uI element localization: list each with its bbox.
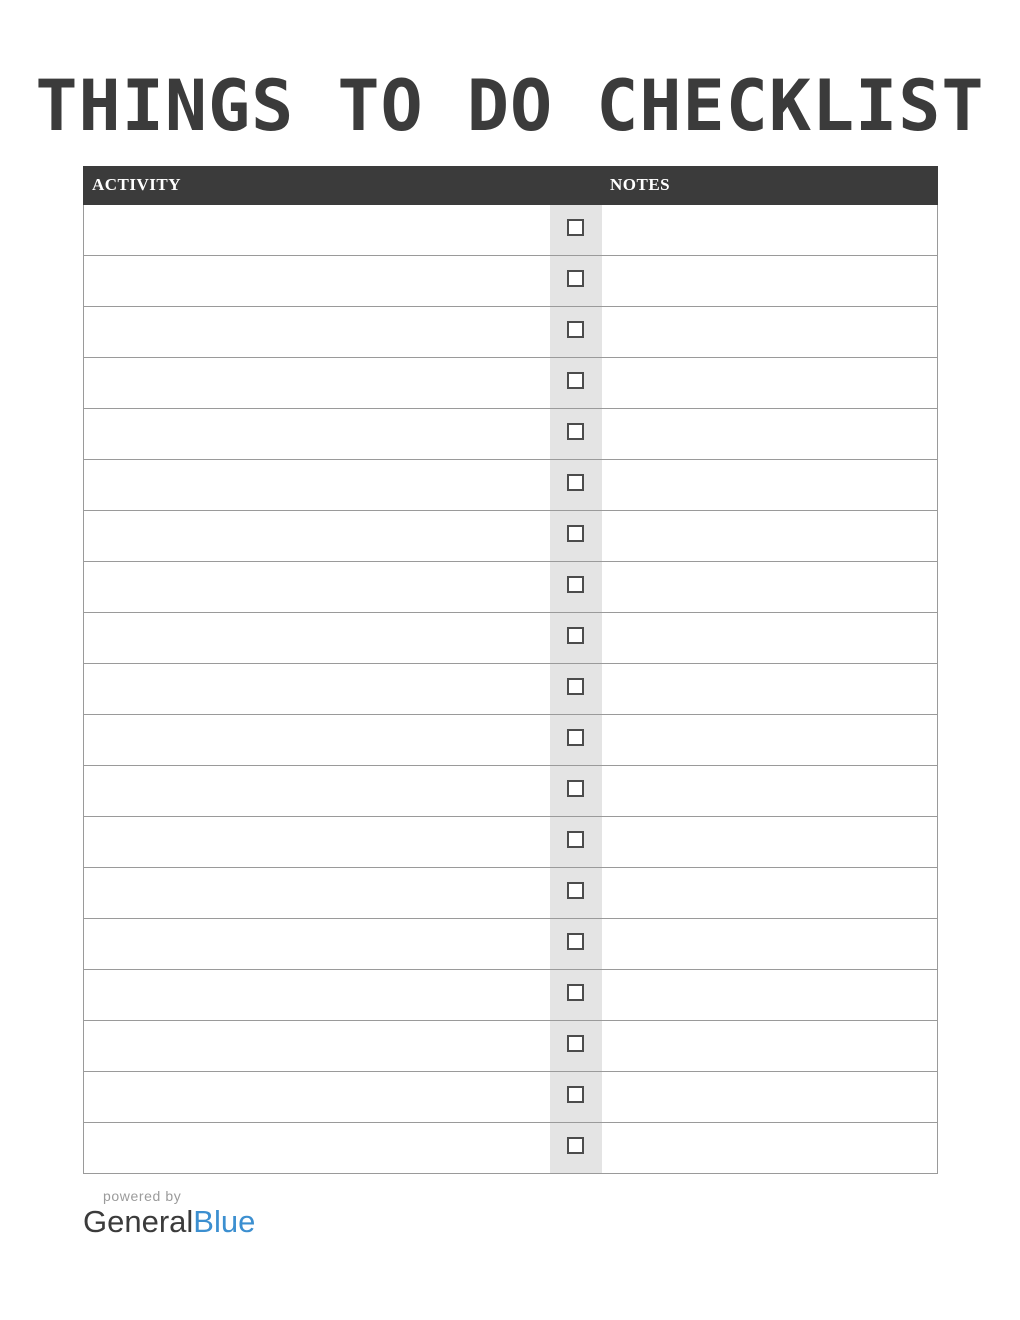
checkbox-cell[interactable] — [550, 765, 602, 816]
checkbox-cell[interactable] — [550, 510, 602, 561]
table-header — [84, 166, 938, 204]
activity-cell[interactable] — [84, 765, 550, 816]
table-row — [84, 1020, 938, 1071]
notes-cell[interactable] — [602, 357, 938, 408]
activity-cell[interactable] — [84, 561, 550, 612]
checkbox-cell[interactable] — [550, 1122, 602, 1173]
activity-cell[interactable] — [84, 663, 550, 714]
table-row — [84, 714, 938, 765]
checkbox-cell[interactable] — [550, 459, 602, 510]
column-header-activity: ACTIVITY — [84, 166, 550, 204]
checklist-table-container — [83, 166, 937, 1174]
checkbox-cell[interactable] — [550, 1020, 602, 1071]
checkbox-cell[interactable] — [550, 357, 602, 408]
checkbox-icon[interactable] — [567, 882, 584, 899]
activity-cell[interactable] — [84, 1122, 550, 1173]
checkbox-cell[interactable] — [550, 918, 602, 969]
checkbox-cell[interactable] — [550, 612, 602, 663]
table-row — [84, 765, 938, 816]
checkbox-cell[interactable] — [550, 867, 602, 918]
activity-cell[interactable] — [84, 918, 550, 969]
checkbox-icon[interactable] — [567, 729, 584, 746]
activity-cell[interactable] — [84, 510, 550, 561]
table-row — [84, 816, 938, 867]
checkbox-icon[interactable] — [567, 780, 584, 797]
notes-cell[interactable] — [602, 918, 938, 969]
checkbox-cell[interactable] — [550, 204, 602, 255]
activity-cell[interactable] — [84, 459, 550, 510]
notes-cell[interactable] — [602, 408, 938, 459]
checkbox-cell[interactable] — [550, 1071, 602, 1122]
checkbox-icon[interactable] — [567, 627, 584, 644]
table-row — [84, 255, 938, 306]
page-title: THINGS TO DO CHECKLIST — [35, 65, 985, 147]
table-row — [84, 1122, 938, 1173]
checkbox-icon[interactable] — [567, 576, 584, 593]
notes-cell[interactable] — [602, 204, 938, 255]
table-body — [84, 204, 938, 1173]
activity-cell[interactable] — [84, 714, 550, 765]
checkbox-icon[interactable] — [567, 984, 584, 1001]
activity-cell[interactable] — [84, 357, 550, 408]
powered-by-label: powered by — [103, 1188, 182, 1204]
notes-cell[interactable] — [602, 1020, 938, 1071]
table-row — [84, 459, 938, 510]
checkbox-cell[interactable] — [550, 561, 602, 612]
table-row — [84, 561, 938, 612]
activity-cell[interactable] — [84, 408, 550, 459]
checkbox-cell[interactable] — [550, 255, 602, 306]
notes-cell[interactable] — [602, 255, 938, 306]
table-row — [84, 510, 938, 561]
notes-cell[interactable] — [602, 663, 938, 714]
checkbox-icon[interactable] — [567, 678, 584, 695]
checkbox-icon[interactable] — [567, 525, 584, 542]
notes-cell[interactable] — [602, 459, 938, 510]
brand-logo — [83, 1205, 383, 1239]
table-row — [84, 1071, 938, 1122]
checkbox-icon[interactable] — [567, 831, 584, 848]
checkbox-icon[interactable] — [567, 1086, 584, 1103]
column-header-notes: NOTES — [602, 166, 938, 204]
column-header-checkbox — [550, 166, 602, 204]
notes-cell[interactable] — [602, 612, 938, 663]
activity-cell[interactable] — [84, 255, 550, 306]
checkbox-icon[interactable] — [567, 270, 584, 287]
checkbox-icon[interactable] — [567, 933, 584, 950]
activity-cell[interactable] — [84, 969, 550, 1020]
checkbox-icon[interactable] — [567, 219, 584, 236]
notes-cell[interactable] — [602, 867, 938, 918]
brand-name-first: General — [83, 1204, 194, 1239]
activity-cell[interactable] — [84, 867, 550, 918]
checkbox-cell[interactable] — [550, 969, 602, 1020]
activity-cell[interactable] — [84, 1071, 550, 1122]
checkbox-cell[interactable] — [550, 816, 602, 867]
table-row — [84, 867, 938, 918]
notes-cell[interactable] — [602, 306, 938, 357]
table-row — [84, 408, 938, 459]
footer-branding — [83, 1188, 383, 1239]
table-row — [84, 969, 938, 1020]
notes-cell[interactable] — [602, 969, 938, 1020]
activity-cell[interactable] — [84, 1020, 550, 1071]
checkbox-cell[interactable] — [550, 663, 602, 714]
table-row — [84, 918, 938, 969]
notes-cell[interactable] — [602, 816, 938, 867]
activity-cell[interactable] — [84, 816, 550, 867]
checkbox-cell[interactable] — [550, 408, 602, 459]
table-row — [84, 612, 938, 663]
checkbox-icon[interactable] — [567, 1035, 584, 1052]
notes-cell[interactable] — [602, 714, 938, 765]
notes-cell[interactable] — [602, 765, 938, 816]
table-row — [84, 204, 938, 255]
notes-cell[interactable] — [602, 561, 938, 612]
checklist-table — [83, 166, 938, 1174]
table-row — [84, 663, 938, 714]
notes-cell[interactable] — [602, 1122, 938, 1173]
activity-cell[interactable] — [84, 306, 550, 357]
checkbox-cell[interactable] — [550, 306, 602, 357]
checkbox-icon[interactable] — [567, 423, 584, 440]
checkbox-icon[interactable] — [567, 321, 584, 338]
notes-cell[interactable] — [602, 1071, 938, 1122]
checkbox-icon[interactable] — [567, 474, 584, 491]
table-row — [84, 357, 938, 408]
checkbox-cell[interactable] — [550, 714, 602, 765]
checkbox-icon[interactable] — [567, 1137, 584, 1154]
table-row — [84, 306, 938, 357]
brand-name-second: Blue — [193, 1204, 256, 1239]
activity-cell[interactable] — [84, 612, 550, 663]
activity-cell[interactable] — [84, 204, 550, 255]
table-header-row — [84, 166, 938, 204]
checkbox-icon[interactable] — [567, 372, 584, 389]
notes-cell[interactable] — [602, 510, 938, 561]
